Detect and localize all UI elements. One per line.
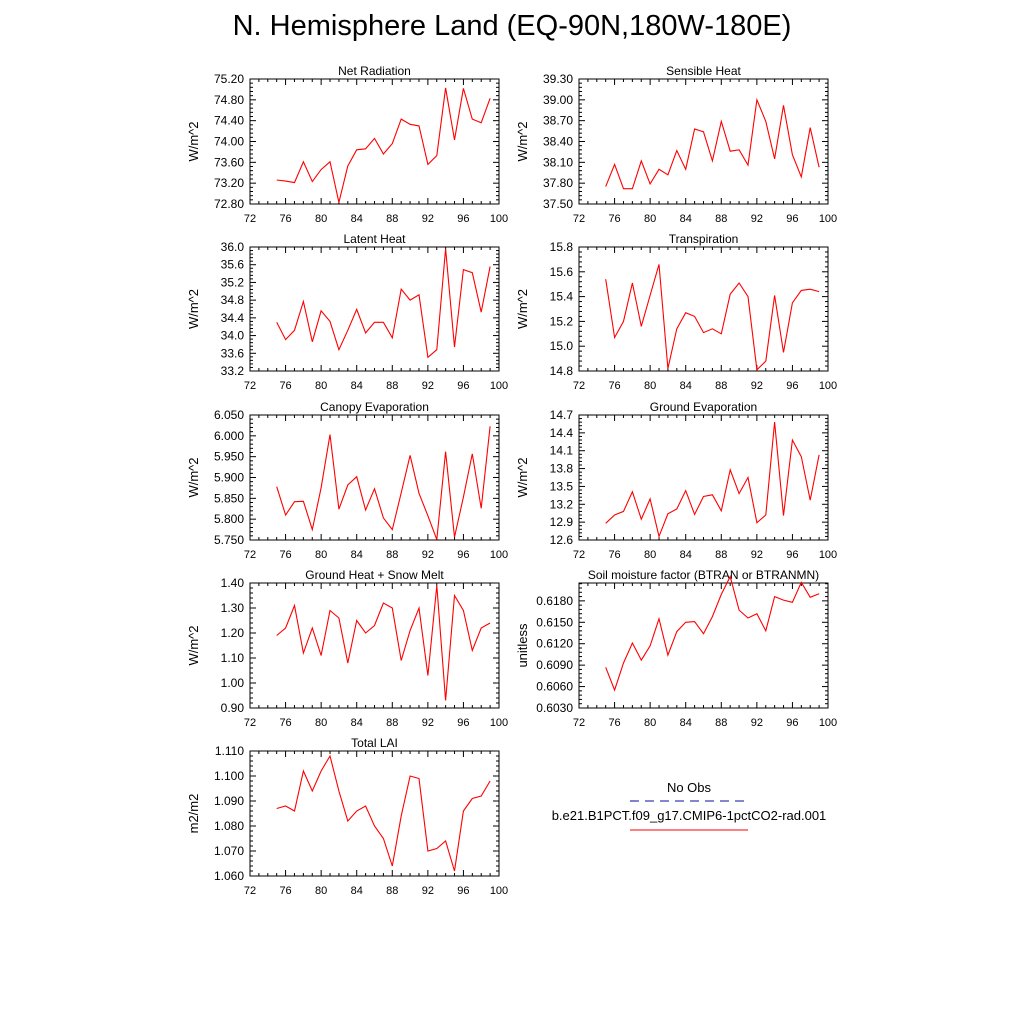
y-tick-label: 1.20	[220, 626, 244, 640]
panel-title: Canopy Evaporation	[320, 400, 429, 414]
y-tick-label: 39.00	[542, 92, 573, 107]
panel-title: Total LAI	[351, 736, 398, 750]
y-axis-label: W/m^2	[515, 457, 530, 498]
y-tick-label: 1.100	[213, 769, 244, 783]
y-tick-label: 33.2	[220, 364, 244, 378]
x-tick-label: 80	[315, 549, 328, 561]
x-tick-label: 92	[750, 213, 763, 225]
y-tick-label: 74.80	[213, 92, 244, 107]
x-tick-label: 96	[786, 213, 799, 225]
x-tick-label: 100	[489, 380, 509, 392]
series-line-1	[277, 586, 490, 701]
x-tick-label: 100	[818, 213, 838, 225]
chart-panel-7	[186, 568, 508, 729]
y-tick-label: 14.7	[549, 408, 573, 422]
y-tick-label: 37.50	[542, 197, 573, 211]
plot-frame	[579, 415, 828, 540]
x-tick-label: 100	[489, 549, 509, 561]
y-tick-label: 34.0	[220, 328, 244, 343]
x-tick-label: 96	[457, 885, 470, 897]
panel-title: Latent Heat	[343, 232, 406, 246]
y-tick-label: 15.2	[549, 314, 573, 329]
y-tick-label: 0.6120	[536, 636, 573, 651]
series-line-1	[606, 264, 819, 369]
x-tick-label: 92	[421, 885, 434, 897]
plot-frame	[250, 415, 499, 540]
x-tick-label: 72	[572, 549, 586, 561]
chart-panel-6	[515, 400, 837, 561]
x-tick-label: 92	[421, 717, 434, 729]
y-tick-label: 14.1	[549, 443, 573, 458]
x-tick-label: 76	[608, 380, 621, 392]
x-tick-label: 76	[608, 549, 621, 561]
y-tick-label: 0.6060	[536, 679, 573, 694]
x-tick-label: 76	[279, 213, 292, 225]
y-tick-label: 5.750	[213, 533, 244, 547]
x-tick-label: 80	[644, 549, 657, 561]
legend-label-model: b.e21.B1PCT.f09_g17.CMIP6-1pctCO2-rad.001	[551, 808, 827, 823]
y-tick-label: 1.070	[213, 844, 244, 858]
plot-frame	[250, 583, 499, 708]
chart-panel-5	[186, 400, 508, 561]
x-tick-label: 80	[644, 717, 657, 729]
x-tick-label: 88	[715, 717, 728, 729]
series-line-1	[277, 88, 490, 202]
x-tick-label: 92	[421, 213, 434, 225]
panel-title: Soil moisture factor (BTRAN or BTRANMN)	[587, 568, 820, 582]
x-tick-label: 88	[386, 549, 399, 561]
y-tick-label: 34.8	[220, 293, 244, 308]
y-tick-label: 5.850	[213, 491, 244, 506]
series-line-1	[606, 422, 819, 536]
x-tick-label: 84	[350, 380, 363, 392]
x-tick-label: 92	[750, 549, 763, 561]
x-tick-label: 80	[644, 213, 657, 225]
y-tick-label: 1.080	[213, 819, 244, 833]
y-tick-label: 0.6030	[536, 701, 573, 715]
y-tick-label: 1.10	[220, 651, 244, 665]
y-tick-label: 0.6150	[536, 615, 573, 630]
x-tick-label: 80	[315, 885, 328, 897]
x-tick-label: 72	[243, 885, 257, 897]
series-line-1	[277, 249, 490, 357]
x-tick-label: 100	[818, 549, 838, 561]
plot-frame	[579, 247, 828, 371]
x-tick-label: 96	[786, 717, 799, 729]
x-tick-label: 88	[715, 213, 728, 225]
x-tick-label: 84	[350, 717, 363, 729]
y-axis-label: W/m^2	[186, 121, 201, 162]
y-tick-label: 0.90	[220, 701, 244, 715]
x-tick-label: 88	[715, 380, 728, 392]
x-tick-label: 88	[386, 380, 399, 392]
series-line-1	[606, 577, 819, 691]
x-tick-label: 92	[750, 380, 763, 392]
y-tick-label: 39.30	[542, 72, 573, 86]
x-tick-label: 84	[679, 213, 692, 225]
x-tick-label: 76	[279, 380, 292, 392]
y-tick-label: 38.70	[542, 113, 573, 128]
x-tick-label: 72	[572, 380, 586, 392]
x-tick-label: 80	[644, 380, 657, 392]
y-tick-label: 14.8	[549, 364, 573, 378]
y-tick-label: 14.4	[549, 425, 573, 440]
page-title: N. Hemisphere Land (EQ-90N,180W-180E)	[232, 10, 792, 42]
x-tick-label: 76	[608, 717, 621, 729]
x-tick-label: 76	[279, 717, 292, 729]
y-tick-label: 73.60	[213, 155, 244, 170]
panel-title: Sensible Heat	[666, 64, 741, 78]
y-tick-label: 5.950	[213, 449, 244, 464]
x-tick-label: 88	[386, 717, 399, 729]
y-axis-label: W/m^2	[515, 288, 530, 330]
plot-frame	[579, 79, 828, 204]
legend	[552, 780, 827, 830]
y-tick-label: 75.20	[213, 72, 244, 86]
y-tick-label: 34.4	[220, 310, 244, 325]
y-tick-label: 37.80	[542, 176, 573, 191]
y-tick-label: 5.800	[213, 512, 244, 527]
y-tick-label: 0.6180	[536, 593, 573, 608]
series-line-1	[606, 100, 819, 189]
y-tick-label: 74.00	[213, 134, 244, 149]
chart-panel-3	[186, 232, 508, 392]
chart-panel-8	[515, 568, 837, 729]
x-tick-label: 96	[786, 380, 799, 392]
x-tick-label: 84	[350, 549, 363, 561]
y-tick-label: 15.4	[549, 289, 573, 304]
y-tick-label: 0.6090	[536, 658, 573, 673]
y-tick-label: 1.110	[214, 744, 244, 758]
y-tick-label: 38.10	[542, 155, 573, 170]
y-tick-label: 6.000	[213, 428, 244, 443]
chart-panel-1	[186, 64, 508, 225]
y-tick-label: 33.6	[220, 346, 244, 361]
y-tick-label: 5.900	[213, 470, 244, 485]
series-line-1	[277, 756, 490, 871]
x-tick-label: 100	[489, 885, 509, 897]
y-tick-label: 15.8	[549, 240, 573, 254]
panel-title: Net Radiation	[338, 64, 411, 78]
x-tick-label: 96	[457, 717, 470, 729]
legend-label-obs: No Obs	[666, 780, 712, 795]
x-tick-label: 76	[279, 885, 292, 897]
y-axis-label: W/m^2	[186, 457, 201, 498]
plot-frame	[250, 247, 499, 371]
x-tick-label: 80	[315, 380, 328, 392]
y-tick-label: 1.090	[213, 794, 244, 808]
y-tick-label: 6.050	[213, 408, 244, 422]
x-tick-label: 84	[679, 717, 692, 729]
x-tick-label: 100	[489, 717, 509, 729]
panel-title: Transpiration	[668, 232, 739, 246]
x-tick-label: 84	[679, 549, 692, 561]
y-tick-label: 12.9	[549, 515, 573, 530]
y-tick-label: 73.20	[213, 176, 244, 191]
y-tick-label: 15.6	[549, 264, 573, 279]
x-tick-label: 92	[421, 549, 434, 561]
y-tick-label: 35.2	[220, 275, 244, 290]
y-axis-label: W/m^2	[186, 288, 201, 330]
x-tick-label: 92	[421, 380, 434, 392]
y-tick-label: 38.40	[542, 134, 573, 149]
x-tick-label: 96	[786, 549, 799, 561]
y-tick-label: 13.2	[549, 497, 573, 512]
y-tick-label: 72.80	[213, 197, 244, 211]
x-tick-label: 96	[457, 549, 470, 561]
x-tick-label: 76	[279, 549, 292, 561]
y-tick-label: 1.40	[220, 576, 244, 590]
x-tick-label: 84	[679, 380, 692, 392]
y-tick-label: 74.40	[213, 113, 244, 128]
x-tick-label: 72	[243, 717, 257, 729]
chart-panel-9	[186, 736, 508, 897]
x-tick-label: 72	[572, 213, 586, 225]
y-axis-label: unitless	[515, 623, 530, 668]
y-axis-label: W/m^2	[186, 625, 201, 666]
y-tick-label: 1.00	[220, 676, 244, 690]
x-tick-label: 92	[750, 717, 763, 729]
x-tick-label: 96	[457, 213, 470, 225]
x-tick-label: 72	[243, 213, 257, 225]
y-tick-label: 35.6	[220, 257, 244, 272]
x-tick-label: 100	[818, 717, 838, 729]
y-tick-label: 13.5	[549, 479, 573, 494]
plot-frame	[250, 751, 499, 876]
x-tick-label: 100	[818, 380, 838, 392]
y-tick-label: 36.0	[220, 240, 244, 254]
panel-title: Ground Heat + Snow Melt	[305, 568, 444, 582]
x-tick-label: 84	[350, 213, 363, 225]
chart-panel-4	[515, 232, 837, 392]
x-tick-label: 72	[243, 380, 257, 392]
y-tick-label: 15.0	[549, 339, 573, 354]
chart-panel-2	[515, 64, 837, 225]
y-tick-label: 12.6	[549, 533, 573, 547]
x-tick-label: 88	[386, 213, 399, 225]
x-tick-label: 100	[489, 213, 509, 225]
y-axis-label: m2/m2	[186, 793, 201, 834]
y-tick-label: 13.8	[549, 461, 573, 476]
y-tick-label: 1.30	[220, 601, 244, 615]
series-line-1	[277, 426, 490, 539]
x-tick-label: 80	[315, 717, 328, 729]
y-tick-label: 1.060	[213, 869, 244, 883]
x-tick-label: 88	[386, 885, 399, 897]
x-tick-label: 72	[572, 717, 586, 729]
y-axis-label: W/m^2	[515, 121, 530, 162]
x-tick-label: 72	[243, 549, 257, 561]
x-tick-label: 96	[457, 380, 470, 392]
x-tick-label: 76	[608, 213, 621, 225]
x-tick-label: 80	[315, 213, 328, 225]
x-tick-label: 84	[350, 885, 363, 897]
x-tick-label: 88	[715, 549, 728, 561]
panel-title: Ground Evaporation	[649, 400, 758, 414]
